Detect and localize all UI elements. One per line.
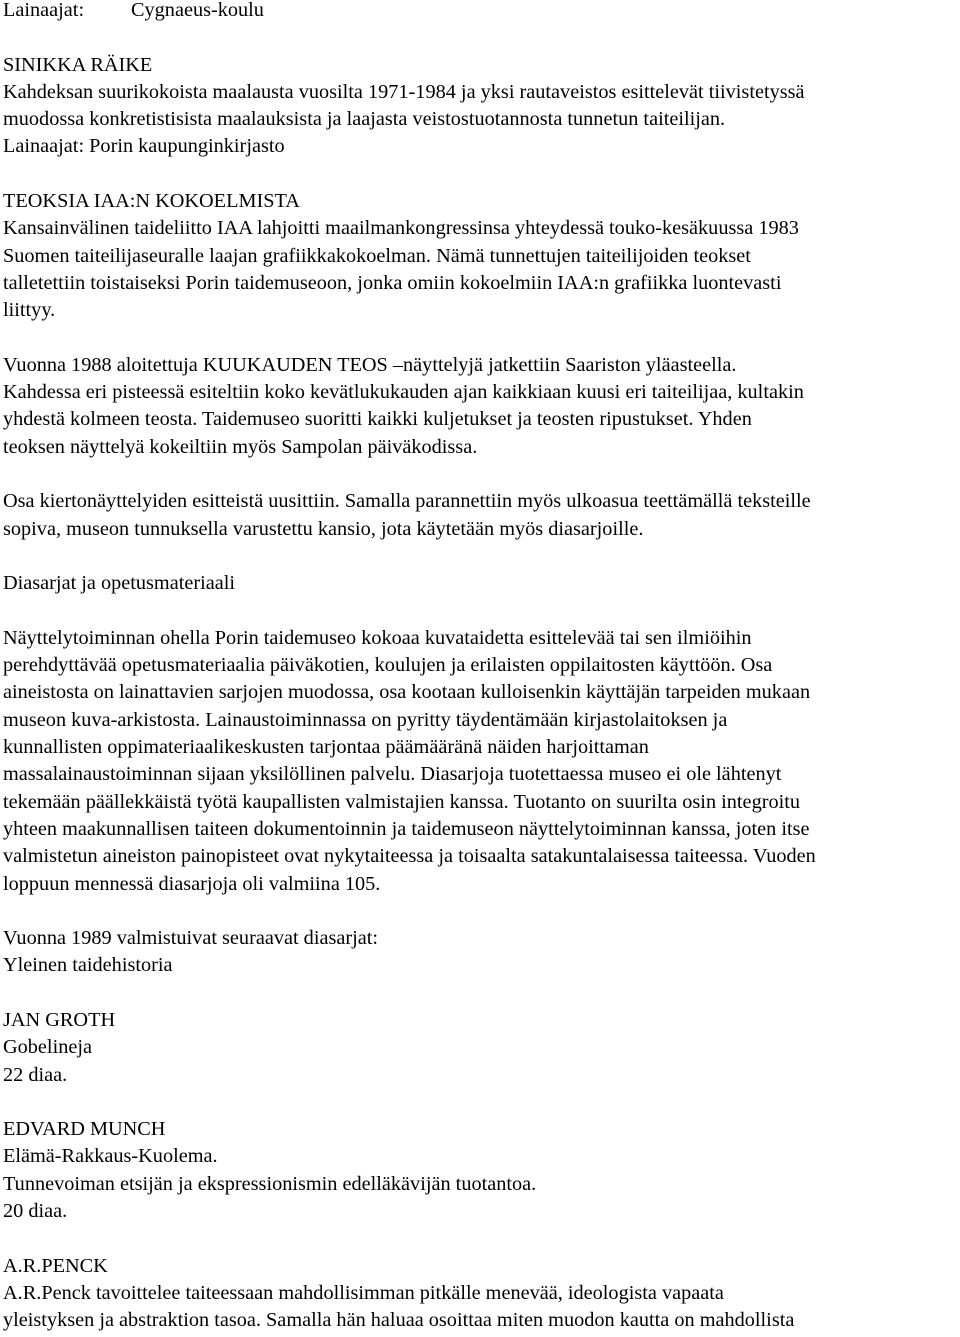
paragraph-line: Kahdeksan suurikokoista maalausta vuosilta 1971-1984 ja yksi rautaveistos esittelevät tiivistetyssä (3, 80, 805, 103)
iaa-heading: TEOKSIA IAA:N KOKOELMISTA (3, 190, 300, 213)
series-title: Gobelineja (3, 1036, 92, 1059)
paragraph-line: Vuonna 1989 valmistuivat seuraavat diasarjat: (3, 927, 379, 950)
paragraph-line: sopiva, museon tunnuksella varustettu kansio, jota käytetään myös diasarjoille. (3, 517, 644, 540)
paragraph-line: Suomen taiteilijaseuralle laajan grafiikkakokoelman. Nämä tunnettujen taiteilijoiden teokset (3, 244, 751, 267)
spacer (3, 161, 955, 188)
paragraph-line: kunnallisten oppimateriaalikeskusten tarjontaa päämääränä näiden harjoittaman (3, 736, 649, 759)
spacer (3, 1225, 955, 1252)
artist-name: EDVARD MUNCH (3, 1118, 166, 1141)
series-description: Tunnevoiman etsijän ja ekspressionismin edelläkävijän tuotantoa. (3, 1172, 537, 1195)
paragraph-line: Kansainvälinen taideliitto IAA lahjoitti maailmankongressinsa yhteydessä touko-kesäkuussa 1983 (3, 217, 799, 240)
spacer (3, 980, 955, 1007)
paragraph-line: Näyttelytoiminnan ohella Porin taidemuseo kokoaa kuvataidetta esittelevää tai sen ilmiöihin (3, 626, 752, 649)
paragraph-line: aineistosta on lainattavien sarjojen muodossa, osa kootaan kulloisenkin käyttäjän tarpeiden mukaan (3, 681, 811, 704)
paragraph-line: valmistetun aineiston painopisteet ovat nykytaiteessa ja toisaalta satakuntalaisessa taiteessa. Vuoden (3, 845, 816, 868)
paragraph-line: yhdestä kolmeen teosta. Taidemuseo suoritti kaikki kuljetukset ja teosten ripustukset. Yhden (3, 408, 752, 431)
paragraph-line: yleistyksen ja abstraktion tasoa. Samalla hän haluaa osoittaa miten muodon kautta on mahdollista (3, 1309, 795, 1332)
paragraph-line: talletettiin toistaiseksi Porin taidemuseoon, jonka omiin kokoelmiin IAA:n grafiikka luontevasti (3, 271, 782, 294)
lender-line (3, 0, 955, 24)
spacer (3, 543, 955, 570)
slide-count: 20 diaa. (3, 1200, 68, 1223)
paragraph-line: massalainaustoiminnan sijaan yksilöllinen palvelu. Diasarjoja tuotettaessa museo ei ole lähtenyt (3, 763, 782, 786)
paragraph-line: museon kuva-arkistosta. Lainaustoiminnassa on pyritty täydentämään kirjastolaitoksen ja (3, 708, 728, 731)
lender-label: Lainaajat: (3, 0, 85, 21)
artist-name: JAN GROTH (3, 1008, 116, 1031)
artist-name: A.R.PENCK (3, 1254, 108, 1277)
document-page (3, 0, 955, 1335)
paragraph-line: liittyy. (3, 299, 56, 322)
raike-heading: SINIKKA RÄIKE (3, 53, 153, 76)
paragraph-line: perehdyttävää opetusmateriaalia päiväkotien, koulujen ja erilaisten oppilaitosten käyttöön. Osa (3, 654, 773, 677)
diasarjat-heading: Diasarjat ja opetusmateriaali (3, 572, 236, 595)
paragraph-line: Osa kiertonäyttelyiden esitteistä uusittiin. Samalla parannettiin myös ulkoasua teettämällä teksteille (3, 490, 811, 513)
spacer (3, 461, 955, 488)
spacer (3, 325, 955, 352)
series-title: Elämä-Rakkaus-Kuolema. (3, 1145, 218, 1168)
paragraph-line: tekemään päällekkäistä työtä kaupallisten valmistajien kanssa. Tuotanto on suurilta osin integroitu (3, 790, 801, 813)
spacer (3, 1089, 955, 1116)
paragraph-line: loppuun mennessä diasarjoja oli valmiina 105. (3, 872, 381, 895)
spacer (3, 24, 955, 51)
spacer (3, 598, 955, 625)
paragraph-line: A.R.Penck tavoittelee taiteessaan mahdollisimman pitkälle menevää, ideologista vapaata (3, 1281, 724, 1304)
lender-value: Cygnaeus-koulu (131, 0, 264, 21)
paragraph-line: muodossa konkretistisista maalauksista ja laajasta veistostuotannosta tunnetun taiteilijan. (3, 108, 726, 131)
paragraph-line: yhteen maakunnallisen taiteen dokumentoinnin ja taidemuseon näyttelytoiminnan kanssa, joten itse (3, 817, 810, 840)
paragraph-line: Kahdessa eri pisteessä esiteltiin koko kevätlukukauden ajan kaikkiaan kuusi eri taiteilijaa, kultakin (3, 381, 804, 404)
paragraph-line: Lainaajat: Porin kaupunginkirjasto (3, 135, 285, 158)
slide-count: 22 diaa. (3, 1063, 68, 1086)
paragraph-line: Vuonna 1988 aloitettuja KUUKAUDEN TEOS –näyttelyjä jatkettiin Saariston yläasteella. (3, 353, 737, 376)
series-title: Yleinen taidehistoria (3, 954, 173, 977)
spacer (3, 898, 955, 925)
paragraph-line: teoksen näyttelyä kokeiltiin myös Sampolan päiväkodissa. (3, 435, 478, 458)
